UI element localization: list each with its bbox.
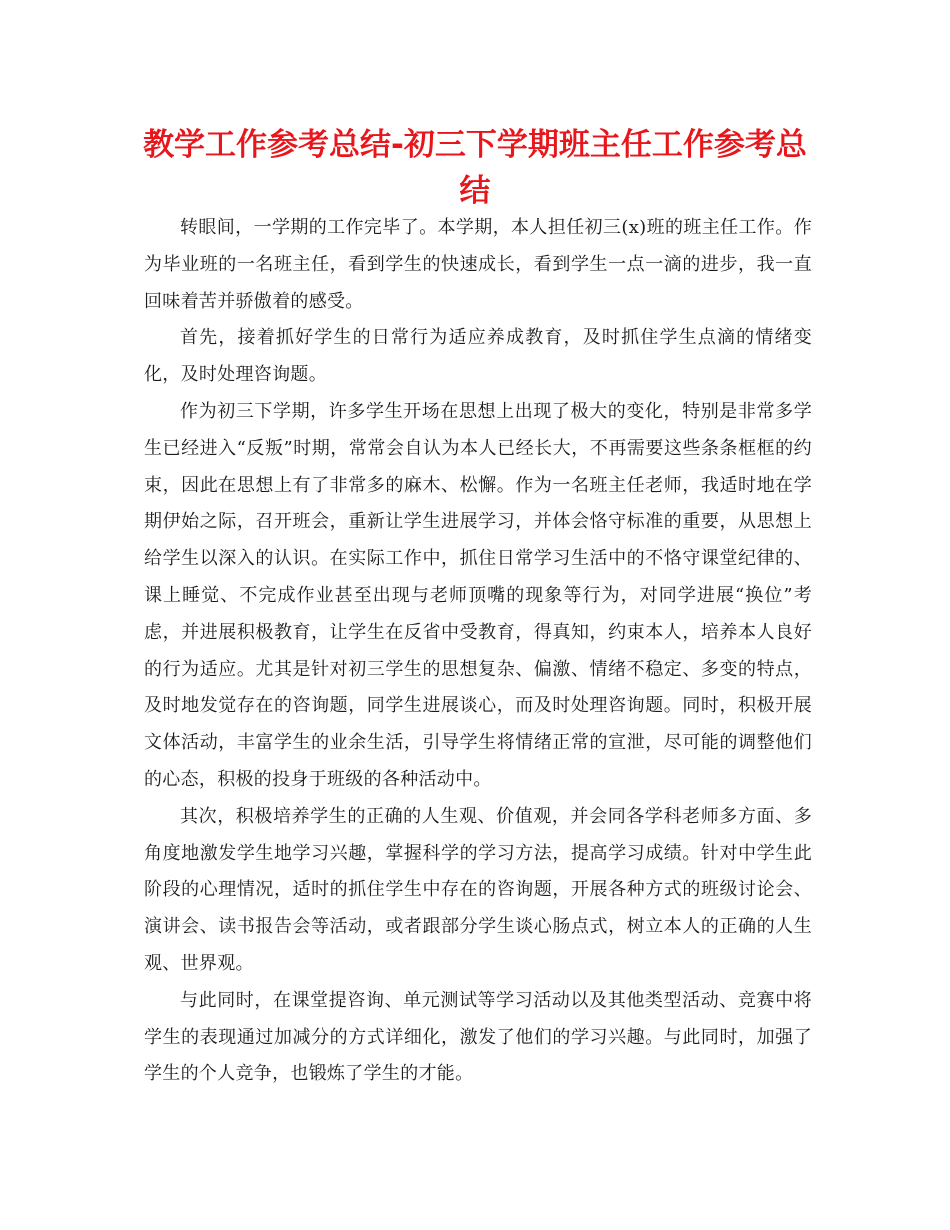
document-title: 教学工作参考总结-初三下学期班主任工作参考总结	[143, 127, 807, 209]
paragraph: 与此同时，在课堂提咨询、单元测试等学习活动以及其他类型活动、竞赛中将学生的表现通过加减分的方式详细化，激发了他们的学习兴趣。与此同时，加强了学生的个人竞争，也锻炼了学生的才能。	[144, 989, 812, 1085]
paragraph: 转眼间，一学期的工作完毕了。本学期，本人担任初三(x)班的班主任工作。作为毕业班的一名班主任，看到学生的快速成长，看到学生一点一滴的进步，我一直回味着苦并骄傲着的感受。	[144, 217, 812, 312]
paragraph: 首先，接着抓好学生的日常行为适应养成教育，及时抓住学生点滴的情绪变化，及时处理咨询题。	[144, 327, 812, 386]
document-body	[144, 210, 812, 1093]
paragraph: 作为初三下学期，许多学生开场在思想上出现了极大的变化，特别是非常多学生已经进入“反叛”时期，常常会自认为本人已经长大，不再需要这些条条框框的约束，因此在思想上有了非常多的麻木、松懈。作为一名班主任老师，我适时地在学期伊始之际，召开班会，重新让学生进展学习，并体会恪守标准的重要，从思想上给学生以深入的认识。在实际工作中，抓住日常学习生活中的不恪守课堂纪律的、课上睡觉、不完成作业甚至出现与老师顶嘴的现象等行为，对同学进展“换位”考虑，并进展积极教育，让学生在反省中受教育，得真知，约束本人，培养本人良好的行为适应。尤其是针对初三学生的思想复杂、偏激、情绪不稳定、多变的特点，及时地发觉存在的咨询题，同学生进展谈心，而及时处理咨询题。同时，积极开展文体活动，丰富学生的业余生活，引导学生将情绪正常的宣泄，尽可能的调整他们的心态，积极的投身于班级的各种活动中。	[144, 400, 812, 790]
paragraph: 其次，积极培养学生的正确的人生观、价值观，并会同各学科老师多方面、多角度地激发学生地学习兴趣，掌握科学的学习方法，提高学习成绩。针对中学生此阶段的心理情况，适时的抓住学生中存在的咨询题，开展各种方式的班级讨论会、演讲会、读书报告会等活动，或者跟部分学生谈心肠点式，树立本人的正确的人生观、世界观。	[144, 805, 812, 974]
